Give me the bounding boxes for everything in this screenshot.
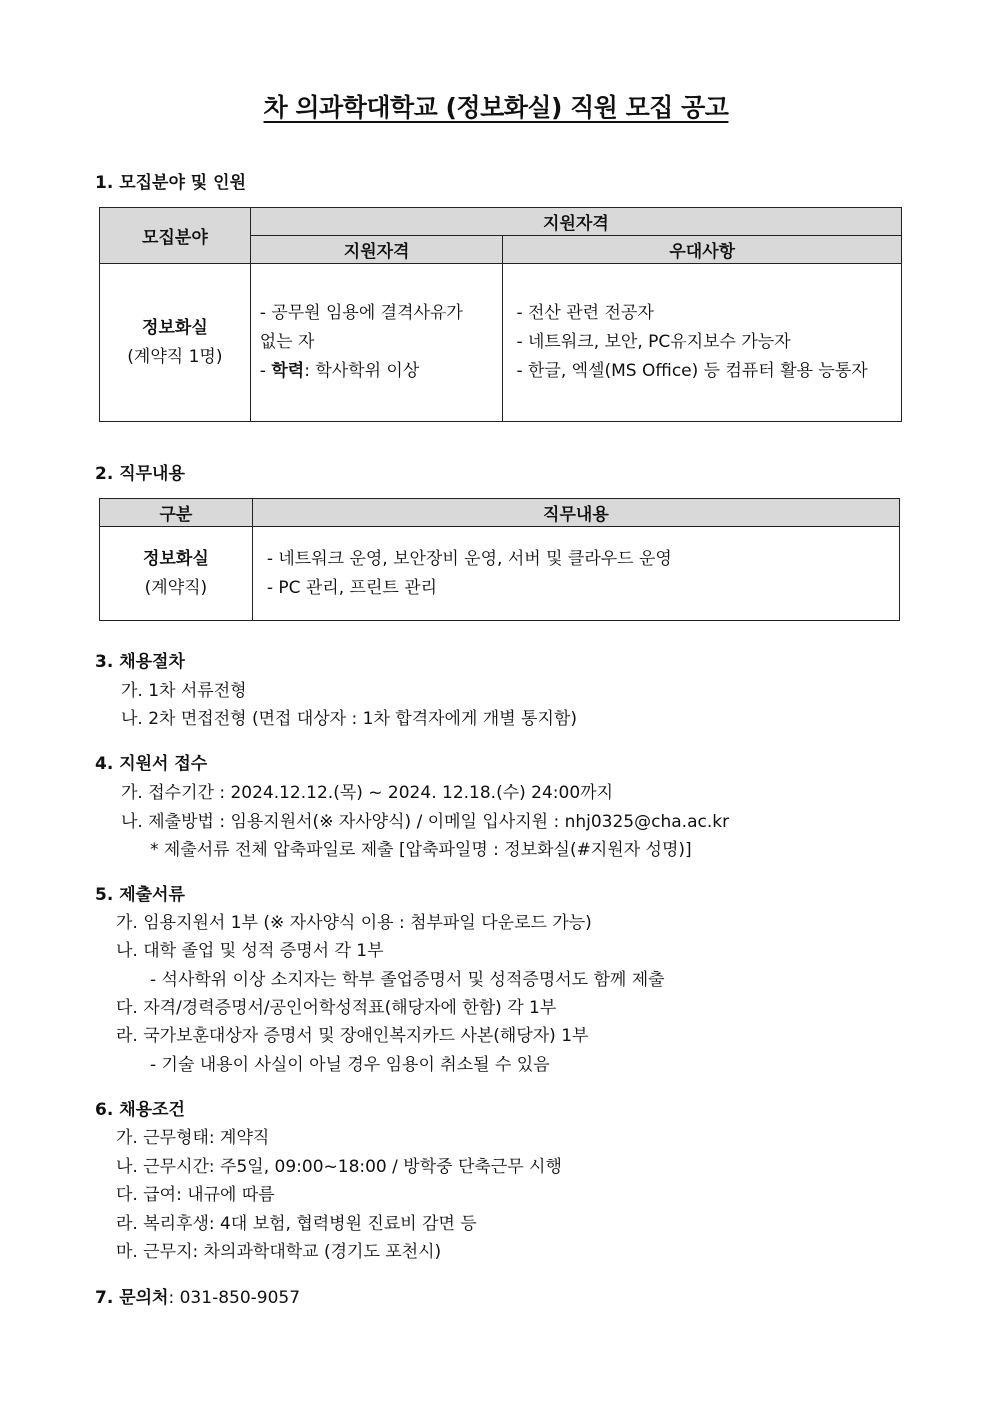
field-sub: (계약직 1명)	[127, 346, 223, 367]
duty-cell	[252, 527, 899, 621]
header-preference: 우대사항	[503, 236, 902, 264]
field-name: 정보화실	[142, 317, 208, 338]
condition-line: 나. 근무시간: 주5일, 09:00~18:00 / 방학중 단축근무 시행	[116, 1157, 562, 1177]
duty-line: - 네트워크 운영, 보안장비 운영, 서버 및 클라우드 운영	[266, 548, 672, 569]
section-6-heading: 6. 채용조건	[95, 1100, 185, 1120]
document-line: 나. 대학 졸업 및 성적 증명서 각 1부	[116, 941, 384, 961]
qual-line: - 학력: 학사학위 이상	[259, 361, 420, 381]
division-name: 정보화실	[143, 548, 209, 569]
contact-label: 7. 문의처	[95, 1288, 169, 1308]
qualification-cell	[250, 264, 503, 422]
qual-line: 없는 자	[259, 332, 315, 352]
pref-line: - 한글, 엑셀(MS Office) 등 컴퓨터 활용 능통자	[516, 361, 868, 381]
application-note: * 제출서류 전체 압축파일로 제출 [압축파일명 : 정보화실(#지원자 성명)]	[150, 840, 692, 860]
division-sub: (계약직)	[144, 577, 208, 598]
application-line: 가. 접수기간 : 2024.12.12.(목) ~ 2024. 12.18.(수) 24:00까지	[121, 783, 613, 803]
recruit-table	[99, 207, 902, 422]
pref-line: - 전산 관련 전공자	[516, 303, 654, 323]
section-4-heading: 4. 지원서 접수	[95, 754, 208, 774]
duty-line: - PC 관리, 프린트 관리	[266, 577, 438, 598]
section-5-heading: 5. 제출서류	[95, 885, 185, 905]
procedure-line: 나. 2차 면접전형 (면접 대상자 : 1차 합격자에게 개별 통지함)	[121, 709, 577, 729]
header-division: 구분	[100, 499, 253, 527]
contact-line	[95, 1287, 300, 1309]
condition-line: 라. 복리후생: 4대 보험, 협력병원 진료비 감면 등	[116, 1214, 477, 1234]
section-1-heading: 1. 모집분야 및 인원	[95, 173, 246, 193]
division-cell	[100, 527, 253, 621]
header-duty: 직무내용	[252, 499, 899, 527]
condition-line: 다. 급여: 내규에 따름	[116, 1185, 275, 1205]
duty-table	[99, 498, 900, 621]
document-line: 가. 임용지원서 1부 (※ 자사양식 이용 : 첨부파일 다운로드 가능)	[116, 913, 592, 933]
document-subline: - 기술 내용이 사실이 아닐 경우 임용이 취소될 수 있음	[150, 1055, 550, 1075]
pref-line: - 네트워크, 보안, PC유지보수 가능자	[516, 332, 791, 352]
section-3-heading: 3. 채용절차	[95, 652, 185, 672]
field-cell	[100, 264, 251, 422]
condition-line: 마. 근무지: 차의과학대학교 (경기도 포천시)	[116, 1242, 442, 1262]
document-subline: - 석사학위 이상 소지자는 학부 졸업증명서 및 성적증명서도 함께 제출	[150, 970, 665, 990]
section-2-heading: 2. 직무내용	[95, 464, 185, 484]
procedure-line: 가. 1차 서류전형	[121, 681, 247, 701]
header-field: 모집분야	[100, 208, 251, 264]
page-title: 차 의과학대학교 (정보화실) 직원 모집 공고	[263, 93, 729, 122]
document-line: 다. 자격/경력증명서/공인어학성적표(해당자에 한함) 각 1부	[116, 998, 557, 1018]
application-line: 나. 제출방법 : 임용지원서(※ 자사양식) / 이메일 입사지원 : nhj0325@cha.ac.kr	[121, 812, 730, 832]
header-qualification-group: 지원자격	[250, 208, 901, 236]
preference-cell	[503, 264, 902, 422]
contact-phone: : 031-850-9057	[168, 1288, 301, 1308]
condition-line: 가. 근무형태: 계약직	[116, 1128, 270, 1148]
document-line: 라. 국가보훈대상자 증명서 및 장애인복지카드 사본(해당자) 1부	[116, 1026, 589, 1046]
header-qualification: 지원자격	[250, 236, 503, 264]
qual-line: - 공무원 임용에 결격사유가	[259, 303, 463, 323]
